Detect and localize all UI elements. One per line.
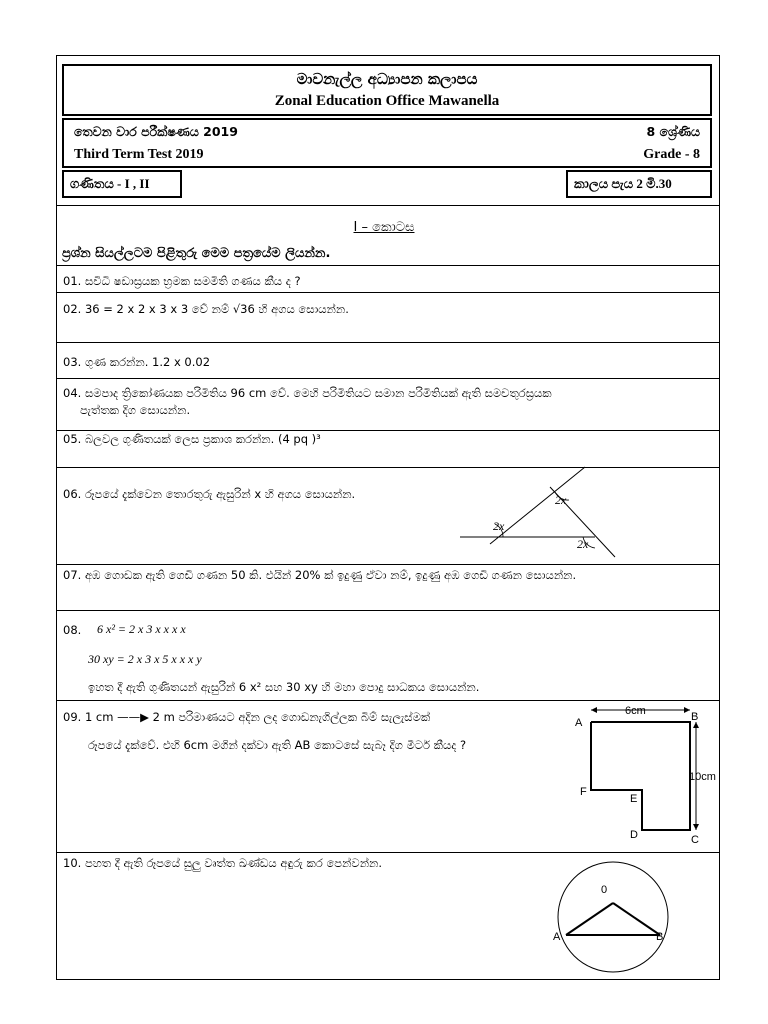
q09-point-f: F <box>580 786 587 798</box>
q10-radius-a <box>566 903 613 935</box>
row-divider <box>56 852 720 853</box>
q06-angle-label-c: 2x <box>577 537 589 551</box>
q09-point-a: A <box>575 717 583 729</box>
subject-label: ගණිතය - I , II <box>70 176 150 191</box>
instruction: ප්‍රශ්න සියල්ලටම පිළිතුරු මෙම පත්‍රයේම ලියන්න. <box>62 246 331 261</box>
question-04-line1: 04. සමපාද ත්‍රිකෝණයක පරිමිතිය 96 cm වේ. මෙහි පරිමිතියට සමාන පරිමිතියක් ඇති සමචතුරස්‍රයක <box>63 386 552 400</box>
row-divider <box>56 564 720 565</box>
q09-arrow-left-icon <box>591 707 597 713</box>
grade-english: Grade - 8 <box>643 147 700 162</box>
subject-box <box>62 170 182 198</box>
office-header <box>62 64 712 116</box>
office-name-sinhala: මාවනැල්ල අධ්‍යාපන කලාපය <box>296 70 478 88</box>
q06-angle-figure <box>455 462 620 562</box>
term-english: Third Term Test 2019 <box>74 147 204 162</box>
question-09-line2: රූපයේ දැක්වේ. එහි 6cm මගින් දක්වා ඇති AB කොටසේ සැබෑ දිග මීටර් කීයද ? <box>88 738 467 752</box>
question-08-line1: 6 x² = 2 x 3 x x x x <box>97 622 186 636</box>
q09-arrow-down-icon <box>693 824 699 830</box>
question-08-number: 08. <box>63 623 82 637</box>
divider <box>56 205 720 206</box>
q09-floor-plan <box>565 700 725 850</box>
row-divider <box>56 265 720 266</box>
question-08-line3: ඉහත දී ඇති ගුණිතයන් ඇසුරින් 6 x² සහ 30 xy හි මහා පොදු සාධකය සොයන්න. <box>88 680 480 694</box>
q10-point-a: A <box>553 931 561 943</box>
q06-angle-label-a: 2x <box>493 519 505 533</box>
question-05: 05. බලවල ගුණිතයක් ලෙස ප්‍රකාශ කරන්න. (4 pq )³ <box>63 432 321 446</box>
question-09-line1: 09. 1 cm ——▶ 2 m පරිමාණයට අදින ලද ගොඩනැගිල්ලක බිම් සැලැස්මක් <box>63 710 431 724</box>
row-divider <box>56 342 720 343</box>
q10-radius-b <box>613 903 660 935</box>
question-01: 01. සවිධි ෂඩාස්‍රයක භ්‍රමක සමමිති ගණය කීය ද ? <box>63 274 301 288</box>
q09-side-label: 10cm <box>689 771 716 783</box>
question-03: 03. ගුණ කරන්න. 1.2 x 0.02 <box>63 355 211 369</box>
q10-point-b: B <box>656 931 664 943</box>
row-divider <box>56 610 720 611</box>
row-divider <box>56 467 720 468</box>
q09-point-b: B <box>691 711 699 723</box>
question-02: 02. 36 = 2 x 2 x 3 x 3 වේ නම් √36 හි අගය සොයන්න. <box>63 302 349 316</box>
question-10: 10. පහත දී ඇති රූපයේ සුලු වෘත්ත ඛණ්ඩය අඳුරු කර පෙන්වන්න. <box>63 856 383 870</box>
q09-outline <box>591 722 690 830</box>
row-divider <box>56 292 720 293</box>
question-07: 07. අඹ ගොඩක ඇති ගෙඩි ගණන 50 කි. එයින් 20% ක් ඉදුණු ඒවා නම්, ඉදුණු අඹ ගෙඩි ගණන සොයන්න. <box>63 568 577 582</box>
question-06: 06. රූපයේ දැක්වෙන තොරතුරු ඇසුරින් x හි අගය සොයන්න. <box>63 487 356 501</box>
exam-info <box>62 118 712 168</box>
time-label: කාලය පැය 2 මි.30 <box>574 176 672 191</box>
row-divider <box>56 430 720 431</box>
q10-circle <box>558 862 668 972</box>
office-name-english: Zonal Education Office Mawanella <box>274 93 500 109</box>
q10-center-label: 0 <box>601 884 608 896</box>
q06-angle-label-b: 2x <box>555 493 567 507</box>
row-divider <box>56 378 720 379</box>
grade-sinhala: 8 ශ්‍රේණිය <box>646 124 700 139</box>
term-sinhala: තෙවන වාර පරීක්ෂණය 2019 <box>74 124 238 139</box>
q09-point-d: D <box>630 829 638 841</box>
q09-point-c: C <box>691 834 699 846</box>
time-box <box>566 170 712 198</box>
q10-circle-figure <box>545 855 690 975</box>
q09-arrow-right-icon <box>684 707 690 713</box>
question-04-line2: පැත්තක දිග සොයන්න. <box>80 403 191 417</box>
part-title: I – කොටස <box>353 220 415 235</box>
q09-point-e: E <box>630 793 638 805</box>
q09-top-label: 6cm <box>625 705 646 717</box>
question-08-line2: 30 xy = 2 x 3 x 5 x x x y <box>88 652 202 666</box>
